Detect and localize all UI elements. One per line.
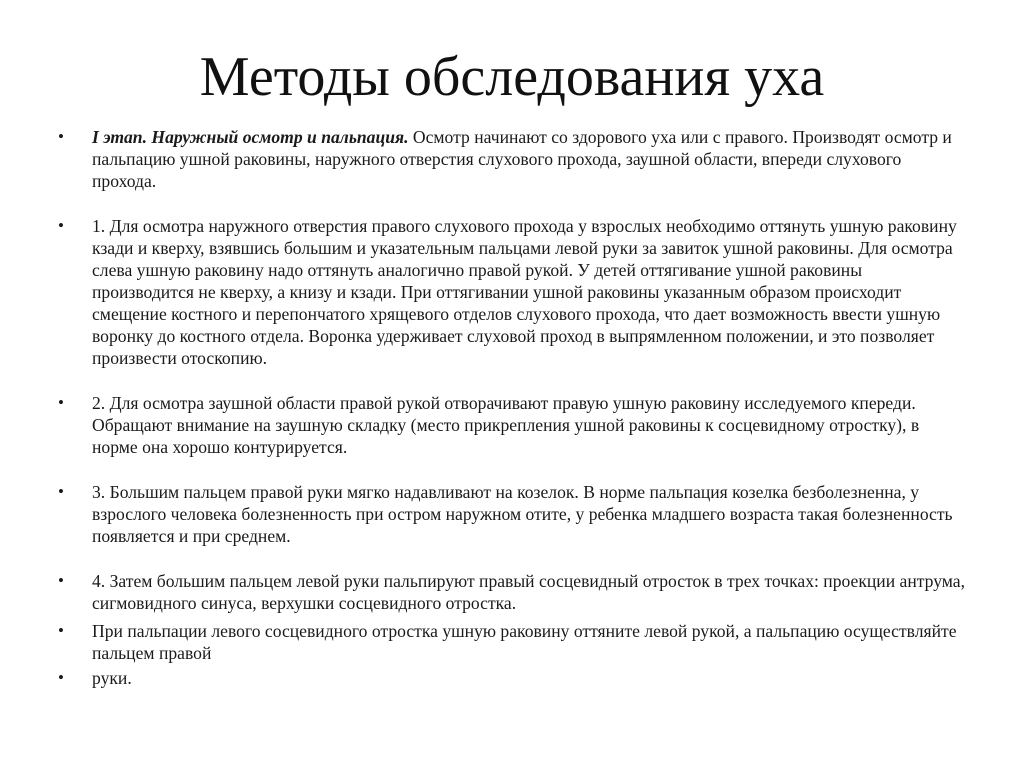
bullet-icon: • [58, 482, 64, 501]
list-item-left-mastoid [58, 620, 968, 664]
list-item-hand [58, 667, 968, 689]
list-item-text: Осмотр начинают со здорового уха или с правого. Производят осмотр и пальпацию ушной раковины, наружного отверстия слухового прохода, заушной области, впереди слухового прохода. [92, 127, 952, 191]
list-item-stage-1 [58, 126, 968, 192]
bullet-icon: • [58, 621, 64, 640]
slide-title: Методы обследования уха [199, 46, 825, 108]
bullet-icon: • [58, 216, 64, 235]
list-item-step-2 [58, 392, 968, 458]
stage-heading: I этап. Наружный осмотр и пальпация. [92, 127, 409, 147]
bullet-icon: • [58, 393, 64, 412]
list-item-step-1 [58, 215, 968, 369]
list-item-text: 2. Для осмотра заушной области правой рукой отворачивают правую ушную раковину исследуемого кпереди. Обращают внимание на заушную складку (место прикрепления ушной раковины к сосцевидному отростку), в норме она хорошо контурируется. [92, 393, 920, 457]
list-item-text: 1. Для осмотра наружного отверстия правого слухового прохода у взрослых необходимо оттянуть ушную раковину кзади и кверху, взявшись большим и указательным пальцами левой руки за завиток ушной раковины. Для осмотра слева ушную раковину надо оттянуть аналогично правой рукой. У детей оттягивание ушной раковины производится не кверху, а книзу и кзади. При оттягивании ушной раковины указанным образом происходит смещение костного и перепончатого хрящевого отделов слухового прохода, что дает возможность ввести ушную воронку до костного отдела. Воронка удерживает слуховой проход в выпрямленном положении, и это позволяет произвести отоскопию. [92, 216, 957, 368]
list-item-text: руки. [92, 668, 132, 688]
list-item-step-4 [58, 570, 968, 614]
list-item-step-3 [58, 481, 968, 547]
bullet-icon: • [58, 127, 64, 146]
bullet-icon: • [58, 571, 64, 590]
list-item-text: 4. Затем большим пальцем левой руки пальпируют правый сосцевидный отросток в трех точках: проекции антрума, сигмовидного синуса, верхушки сосцевидного отростка. [92, 571, 966, 613]
list-item-text: При пальпации левого сосцевидного отростка ушную раковину оттяните левой рукой, а пальпацию осуществляйте пальцем правой [92, 621, 957, 663]
bullet-icon: • [58, 668, 64, 687]
bullet-list [58, 126, 968, 689]
list-item-text: 3. Большим пальцем правой руки мягко надавливают на козелок. В норме пальпация козелка безболезненна, у взрослого человека болезненность при остром наружном отите, у ребенка младшего возраста такая болезненность появляется и при среднем. [92, 482, 953, 546]
